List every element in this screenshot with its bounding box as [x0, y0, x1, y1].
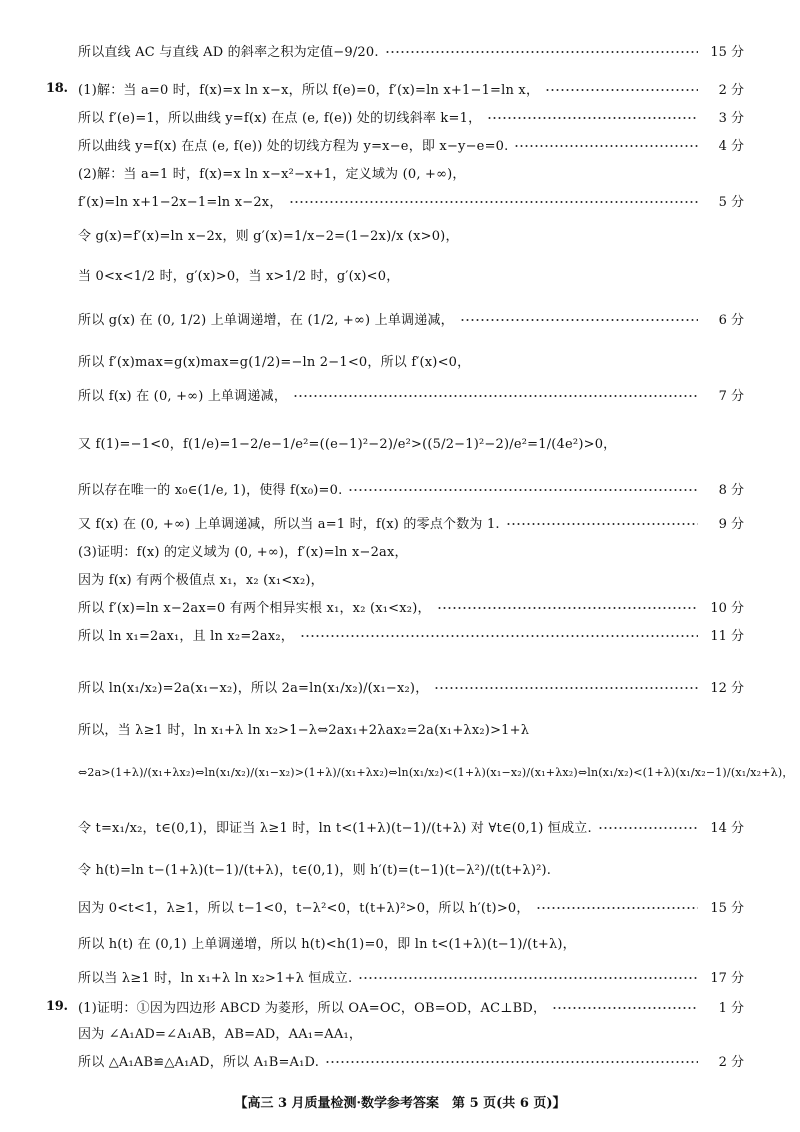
solution-line — [0, 298, 800, 338]
solution-text: 所以曲线 y=f(x) 在点 (e, f(e)) 处的切线方程为 y=x−e，即 x−y−e=0. — [78, 138, 509, 154]
score-label: 4 分 — [718, 138, 744, 154]
leader-dots — [536, 907, 698, 909]
leader-dots — [434, 687, 698, 689]
leader-dots — [514, 145, 698, 147]
solution-text: 所以 f′(x)max=g(x)max=g(1/2)=−ln 2−1<0，所以 f′(x)<0， — [78, 354, 471, 370]
leader-dots — [506, 523, 698, 525]
score-label: 3 分 — [718, 110, 744, 126]
score-label: 15 分 — [710, 900, 744, 916]
score-label: 1 分 — [718, 1000, 744, 1016]
solution-line — [0, 254, 800, 294]
solution-text: f′(x)=ln x+1−2x−1=ln x−2x， — [78, 194, 283, 210]
solution-text: 所以 ln x₁=2ax₁，且 ln x₂=2ax₂， — [78, 628, 294, 644]
solution-text: 所以 f(x) 在 (0, +∞) 上单调递减， — [78, 388, 288, 404]
solution-text: (1)证明：①因为四边形 ABCD 为菱形，所以 OA=OC，OB=OD，AC⊥BD， — [78, 1000, 547, 1016]
solution-text: 所以，当 λ≥1 时，ln x₁+λ ln x₂>1−λ⇔2ax₁+2λax₂=2a(x₁+λx₂)>1+λ — [78, 722, 530, 738]
score-label: 11 分 — [710, 628, 744, 644]
leader-dots — [358, 977, 698, 979]
leader-dots — [552, 1007, 698, 1009]
solution-text: 所以 f′(x)=ln x−2ax=0 有两个相异实根 x₁，x₂ (x₁<x₂)， — [78, 600, 431, 616]
score-label: 7 分 — [718, 388, 744, 404]
solution-line — [0, 30, 800, 70]
solution-text: (1)解：当 a=0 时，f(x)=x ln x−x，所以 f(e)=0，f′(x)=ln x+1−1=ln x， — [78, 82, 540, 98]
score-label: 12 分 — [710, 680, 744, 696]
solution-line — [0, 1040, 800, 1080]
solution-text: 又 f(x) 在 (0, +∞) 上单调递减，所以当 a=1 时，f(x) 的零点个数为 1. — [78, 516, 500, 532]
score-label: 2 分 — [718, 1054, 744, 1070]
solution-line — [0, 886, 800, 926]
leader-dots — [545, 89, 698, 91]
solution-line — [0, 708, 800, 748]
solution-text: 令 g(x)=f′(x)=ln x−2x，则 g′(x)=1/x−2=(1−2x)/x (x>0)， — [78, 228, 459, 244]
leader-dots — [460, 319, 698, 321]
leader-dots — [348, 489, 698, 491]
leader-dots — [325, 1061, 698, 1063]
solution-line — [0, 214, 800, 254]
leader-dots — [598, 827, 698, 829]
solution-text: 所以当 λ≥1 时，ln x₁+λ ln x₂>1+λ 恒成立. — [78, 970, 353, 986]
solution-text: 所以 h(t) 在 (0,1) 上单调递增，所以 h(t)<h(1)=0，即 ln t<(1+λ)(t−1)/(t+λ)， — [78, 936, 576, 952]
solution-text: 当 0<x<1/2 时，g′(x)>0，当 x>1/2 时，g′(x)<0， — [78, 268, 400, 284]
question-number: 18. — [46, 80, 68, 96]
solution-text: ⇔2a>(1+λ)/(x₁+λx₂)⇔ln(x₁/x₂)/(x₁−x₂)>(1+λ)/(x₁+λx₂)⇔ln(x₁/x₂)<(1+λ)(x₁−x₂)/(x₁+λx₂)⇔ln(x₁/x₂)<(1+λ)(x₁/x₂−1)/(x₁/x₂+λ)， — [78, 766, 794, 779]
leader-dots — [385, 51, 698, 53]
solution-line — [0, 422, 800, 462]
solution-line — [0, 374, 800, 414]
solution-text: (3)证明：f(x) 的定义域为 (0, +∞)，f′(x)=ln x−2ax， — [78, 544, 408, 560]
solution-line — [0, 752, 800, 792]
solution-text: (2)解：当 a=1 时，f(x)=x ln x−x²−x+1，定义域为 (0, +∞)， — [78, 166, 466, 182]
solution-text: 令 t=x₁/x₂，t∈(0,1)，即证当 λ≥1 时，ln t<(1+λ)(t−1)/(t+λ) 对 ∀t∈(0,1) 恒成立. — [78, 820, 592, 836]
solution-text: 所以存在唯一的 x₀∈(1/e, 1)，使得 f(x₀)=0. — [78, 482, 343, 498]
score-label: 14 分 — [710, 820, 744, 836]
solution-line — [0, 848, 800, 888]
score-label: 5 分 — [718, 194, 744, 210]
solution-text: 所以 △A₁AB≌△A₁AD，所以 A₁B=A₁D. — [78, 1054, 320, 1070]
score-label: 17 分 — [710, 970, 744, 986]
solution-text: 所以 g(x) 在 (0, 1/2) 上单调递增，在 (1/2, +∞) 上单调递减， — [78, 312, 454, 328]
solution-line — [0, 806, 800, 846]
score-label: 6 分 — [718, 312, 744, 328]
solution-text: 因为 f(x) 有两个极值点 x₁，x₂ (x₁<x₂)， — [78, 572, 324, 588]
score-label: 15 分 — [710, 44, 744, 60]
question-number: 19. — [46, 998, 68, 1014]
solution-text: 所以 ln(x₁/x₂)=2a(x₁−x₂)，所以 2a=ln(x₁/x₂)/(x₁−x₂)， — [78, 680, 429, 696]
solution-text: 因为 0<t<1，λ≥1，所以 t−1<0，t−λ²<0，t(t+λ)²>0，所以 h′(t)>0， — [78, 900, 530, 916]
solution-text: 令 h(t)=ln t−(1+λ)(t−1)/(t+λ)，t∈(0,1)，则 h′(t)=(t−1)(t−λ²)/(t(t+λ)²). — [78, 862, 552, 878]
solution-text: 所以 f′(e)=1，所以曲线 y=f(x) 在点 (e, f(e)) 处的切线斜率 k=1， — [78, 110, 482, 126]
leader-dots — [300, 635, 698, 637]
leader-dots — [289, 201, 698, 203]
solution-text: 所以直线 AC 与直线 AD 的斜率之积为定值−9/20. — [78, 44, 379, 60]
score-label: 9 分 — [718, 516, 744, 532]
score-label: 8 分 — [718, 482, 744, 498]
solution-line — [0, 666, 800, 706]
score-label: 2 分 — [718, 82, 744, 98]
leader-dots — [293, 395, 698, 397]
solution-text: 又 f(1)=−1<0，f(1/e)=1−2/e−1/e²=((e−1)²−2)/e²>((5/2−1)²−2)/e²=1/(4e²)>0， — [78, 436, 617, 452]
solution-text: 因为 ∠A₁AD=∠A₁AB，AB=AD，AA₁=AA₁， — [78, 1026, 363, 1042]
solution-line — [0, 614, 800, 654]
score-label: 10 分 — [710, 600, 744, 616]
page-footer: 【高三 3 月质量检测·数学参考答案 第 5 页(共 6 页)】 — [234, 1096, 566, 1111]
leader-dots — [437, 607, 698, 609]
leader-dots — [487, 117, 698, 119]
